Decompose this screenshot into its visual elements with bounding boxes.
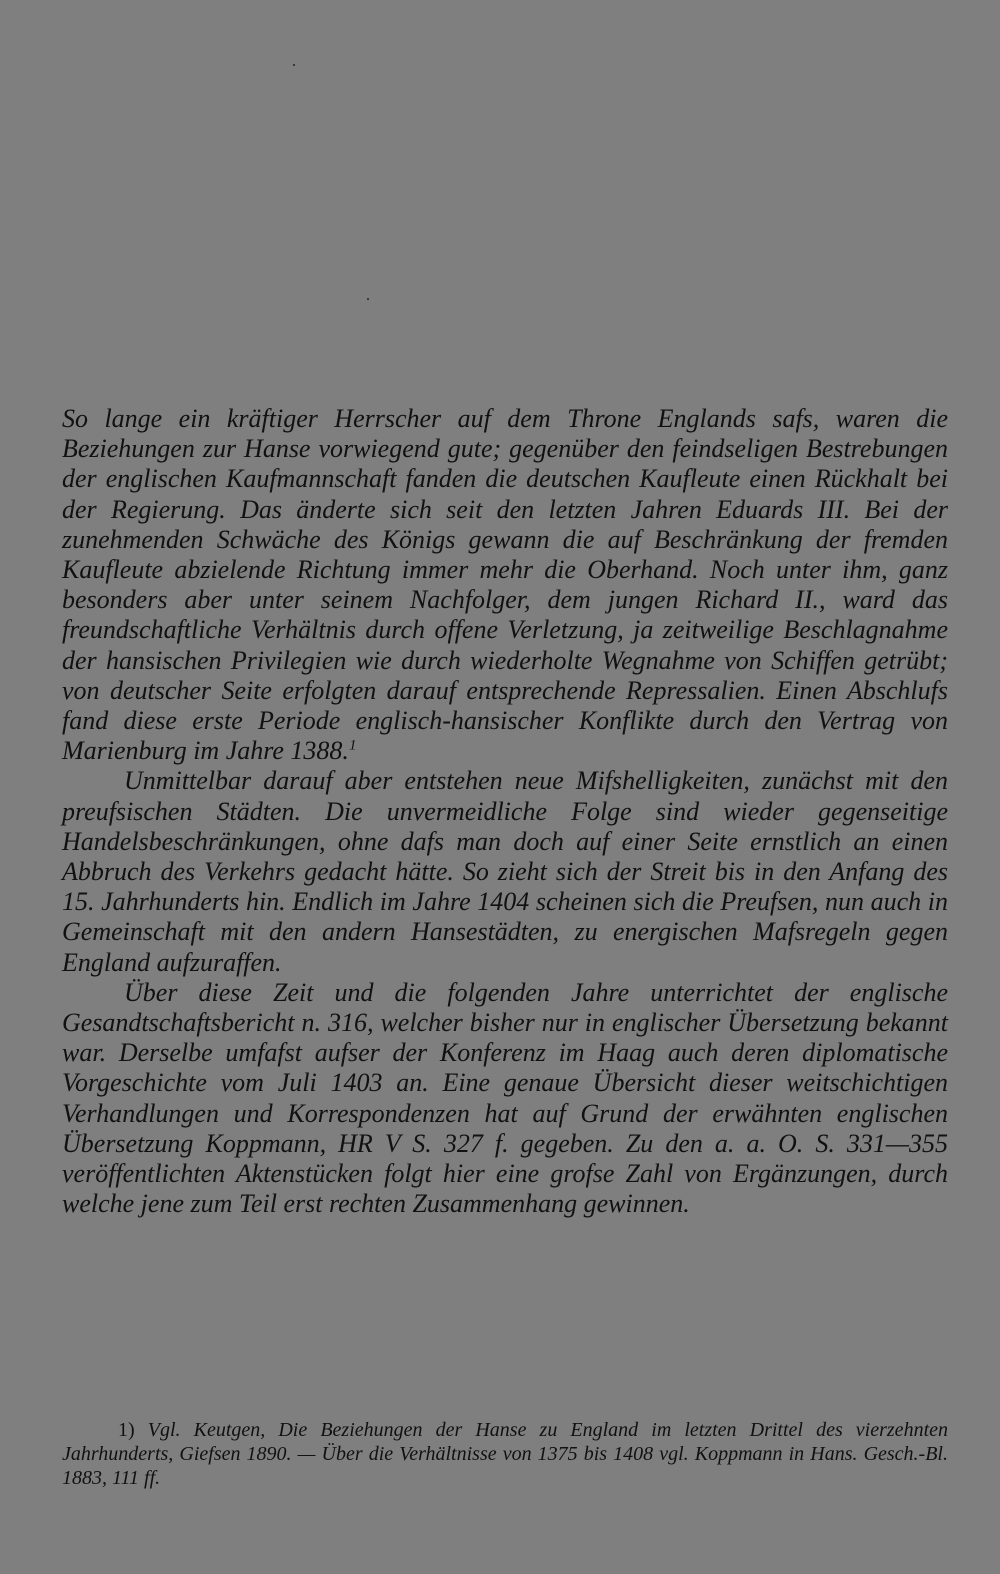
scan-speck xyxy=(293,64,295,66)
footnote-reference: 1 xyxy=(348,737,357,754)
footnote-marker: 1) xyxy=(118,1419,135,1441)
paragraph-3: Über diese Zeit und die folgenden Jahre unterrichtet der englische Gesandtschaftsbericht n. 316, welcher bisher nur in englischer Übersetzung bekannt war. Derselbe umfafst aufser der Konferenz im Haag auch deren diplomatische Vorgeschichte vom Juli 1403 an. Eine genaue Übersicht dieser weitschichtigen Verhandlungen und Korrespondenzen hat auf Grund der erwähnten englischen Übersetzung Koppmann, HR V S. 327 f. gegeben. Zu den a. a. O. S. 331—355 veröffentlichten Aktenstücken folgt hier eine grofse Zahl von Ergänzungen, durch welche jene zum Teil erst rechten Zusammenhang gewinnen. xyxy=(62,977,948,1219)
scan-speck xyxy=(367,298,369,300)
footnotes xyxy=(62,1418,948,1490)
paragraph-1-text: So lange ein kräftiger Herrscher auf dem Throne Englands safs, waren die Beziehungen zur Hanse vorwiegend gute; gegenüber den feindseligen Bestrebungen der englischen Kaufmannschaft fanden die deutschen Kaufleute einen Rückhalt bei der Regierung. Das änderte sich seit den letzten Jahren Eduards III. Bei der zunehmenden Schwäche des Königs gewann die auf Beschränkung der fremden Kaufleute abzielende Richtung immer mehr die Oberhand. Noch unter ihm, ganz besonders aber unter seinem Nachfolger, dem jungen Richard II., ward das freundschaftliche Verhältnis durch offene Verletzung, ja zeitweilige Beschlagnahme der hansischen Privilegien wie durch wiederholte Wegnahme von Schiffen getrübt; von deutscher Seite erfolgten darauf entsprechende Repressalien. Einen Abschlufs fand diese erste Periode englisch-hansischer Konflikte durch den Vertrag von Marienburg im Jahre 1388. xyxy=(62,404,948,766)
footnote-text: Vgl. Keutgen, Die Beziehungen der Hanse zu England im letzten Drittel des vierzehnten Jahrhunderts, Giefsen 1890. — Über die Verhältnisse von 1375 bis 1408 vgl. Koppmann in Hans. Gesch.-Bl. 1883, 111 ff. xyxy=(62,1419,948,1489)
paragraph-2: Unmittelbar darauf aber entstehen neue Mifshelligkeiten, zunächst mit den preufsischen Städten. Die unvermeidliche Folge sind wieder gegenseitige Handelsbeschränkungen, ohne dafs man doch auf einer Seite ernstlich an einen Abbruch des Verkehrs gedacht hätte. So zieht sich der Streit bis in den Anfang des 15. Jahrhunderts hin. Endlich im Jahre 1404 scheinen sich die Preufsen, nun auch in Gemeinschaft mit den andern Hansestädten, zu energischen Mafsregeln gegen England aufzuraffen. xyxy=(62,766,948,977)
footnote-1 xyxy=(62,1418,948,1490)
paragraph-1 xyxy=(62,404,948,766)
body-text xyxy=(62,404,948,1219)
